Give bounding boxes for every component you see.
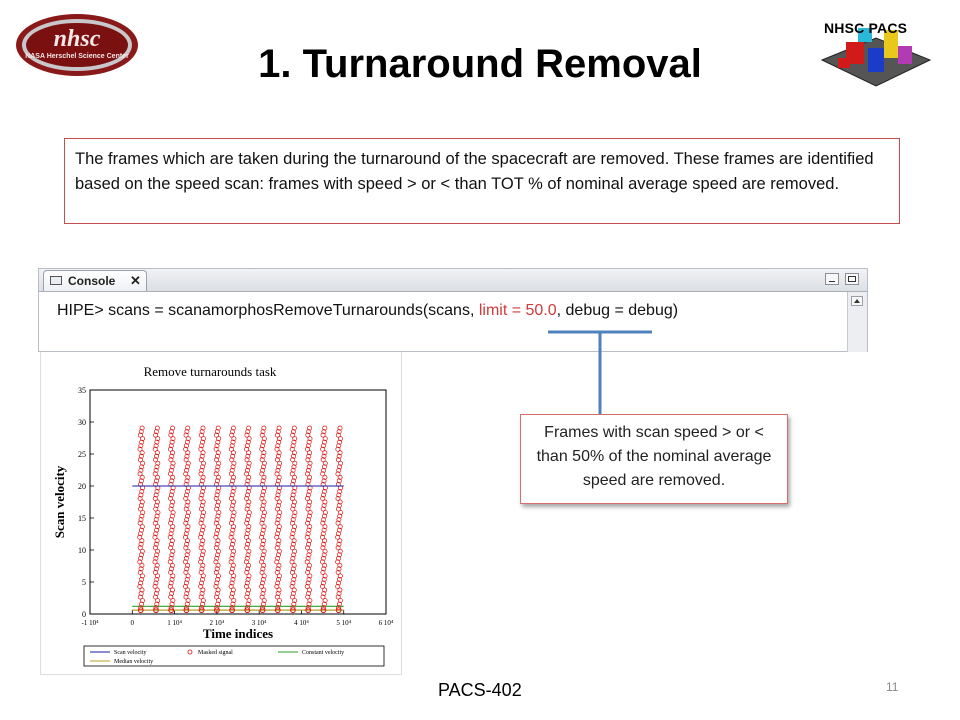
console-icon [50, 276, 62, 285]
footer-course-code: PACS-402 [438, 680, 522, 700]
y-tick-label: 25 [78, 450, 86, 459]
slide-number: 11 [886, 680, 899, 694]
console-prompt: HIPE> [57, 302, 104, 319]
legend-masked-signal: Masked signal [198, 650, 233, 656]
y-axis-label: Scan velocity [52, 465, 67, 539]
x-axis-label: Time indices [202, 626, 274, 641]
nhsc-logo [14, 12, 140, 78]
chart-title: Remove turnarounds task [143, 364, 277, 379]
maximize-icon[interactable] [845, 273, 859, 285]
x-tick-label: 1 10⁴ [167, 619, 182, 627]
x-tick-label: 6 10⁴ [378, 619, 394, 627]
x-tick-label: 2 10⁴ [209, 619, 225, 627]
scroll-up-arrow-icon[interactable] [851, 296, 863, 306]
y-tick-label: 35 [78, 386, 86, 395]
y-tick-label: 30 [78, 418, 86, 427]
console-tab-bar [39, 269, 867, 292]
legend-constant-velocity: Constant velocity [302, 650, 345, 656]
x-tick-label: 4 10⁴ [294, 619, 309, 627]
y-tick-label: 5 [82, 578, 86, 587]
nhsc-logo-caption: NASA Herschel Science Center [25, 53, 129, 60]
annotation-text: Frames with scan speed > or < than 50% of the nominal average speed are removed. [536, 424, 772, 489]
legend-scan-velocity: Scan velocity [114, 650, 147, 656]
x-tick-label: 5 10⁴ [336, 619, 352, 627]
slide-title: 1. Turnaround Removal [258, 42, 702, 86]
y-tick-label: 20 [78, 482, 86, 491]
console-scrollbar[interactable] [847, 292, 867, 352]
nhsc-logo-mark: nhsc [53, 26, 101, 52]
tab-console-label: Console [68, 274, 116, 288]
y-tick-label: 0 [82, 610, 86, 619]
annotation-connector [540, 330, 660, 420]
x-tick-label: 3 10⁴ [251, 619, 267, 627]
intro-text: The frames which are taken during the turnaround of the spacecraft are removed. These frames are identified based on the speed scan: frames with speed > or < than TOT % of nominal average speed are removed. [75, 150, 874, 193]
console-panel [38, 268, 868, 352]
console-command-line[interactable] [57, 302, 678, 320]
minimize-icon[interactable] [825, 273, 839, 285]
x-tick-label: -1 10⁴ [81, 619, 99, 627]
legend-median-velocity: Median velocity [114, 659, 154, 665]
annotation-callout [520, 414, 788, 504]
console-command-highlight: limit = 50.0 [478, 302, 557, 319]
y-tick-label: 10 [78, 546, 86, 555]
tab-console[interactable] [43, 270, 147, 291]
x-tick-label: 0 [130, 619, 135, 627]
pacs-logo-label: NHSC PACS [824, 20, 908, 36]
console-command-pre: scans = scanamorphosRemoveTurnarounds(scans, [103, 302, 479, 319]
console-command-post: , debug = debug) [556, 302, 679, 319]
turnaround-chart [40, 352, 400, 674]
close-icon[interactable]: ✕ [130, 273, 141, 288]
chart-legend [84, 646, 384, 666]
y-tick-label: 15 [78, 514, 86, 523]
intro-text-box [64, 138, 900, 224]
